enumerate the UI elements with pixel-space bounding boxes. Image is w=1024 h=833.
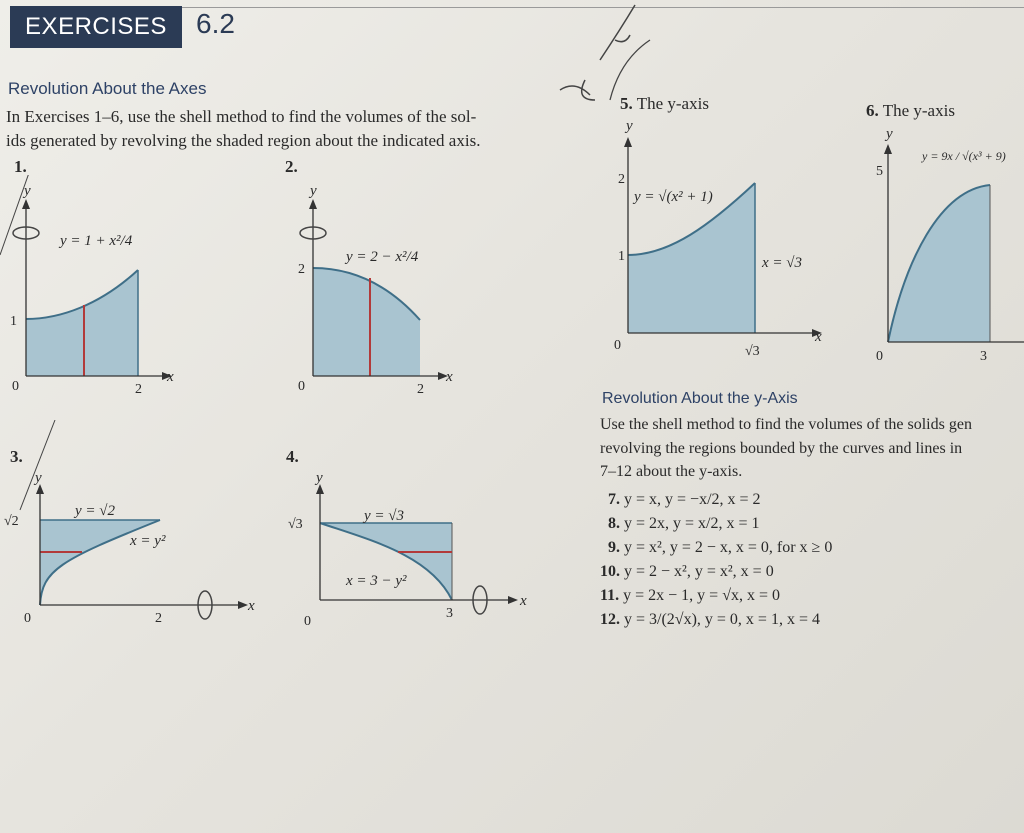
ex1-xtick: 2 — [135, 382, 142, 397]
ex3-yvar: y — [35, 470, 42, 486]
ex6-number: 6. — [866, 101, 879, 120]
ex5-xtick: √3 — [745, 344, 760, 359]
exercise-list — [600, 488, 833, 632]
exercise-item: 8. y = 2x, y = x/2, x = 1 — [608, 515, 760, 532]
ex2-curve-label: y = 2 − x²/4 — [346, 249, 419, 265]
axes-section-title: Revolution About the Axes — [8, 79, 207, 98]
ex6-title: The y-axis — [882, 101, 955, 120]
ex4-ytick: √3 — [288, 517, 303, 532]
ex6-xtick: 3 — [980, 349, 987, 364]
ex5-number: 5. — [620, 94, 633, 113]
ex2-origin: 0 — [298, 379, 305, 394]
ex3-curve2-label: x = y² — [130, 533, 166, 549]
ex6-origin: 0 — [876, 349, 883, 364]
ex1-shaded-region — [26, 270, 138, 376]
ex3-number: 3. — [10, 447, 23, 466]
ex6-yvar: y — [886, 126, 893, 142]
ex2-xvar: x — [446, 369, 453, 385]
ex4-curve2-label: x = 3 − y² — [346, 573, 407, 589]
ex3-origin: 0 — [24, 611, 31, 626]
ex3-ytick: √2 — [4, 514, 19, 529]
ex6-graph — [860, 120, 1024, 370]
ex1-xvar: x — [167, 369, 174, 385]
exercise-item: 7. y = x, y = −x/2, x = 2 — [608, 491, 761, 508]
ex2-ytick: 2 — [298, 262, 305, 277]
ex1-curve-label: y = 1 + x²/4 — [60, 233, 133, 249]
exercise-item: 12. y = 3/(2√x), y = 0, x = 1, x = 4 — [600, 611, 820, 628]
exercises-badge: EXERCISES — [10, 6, 182, 48]
ex6-ytick: 5 — [876, 164, 883, 179]
ex6-curve-label: y = 9x / √(x³ + 9) — [922, 149, 1006, 163]
ex2-yvar: y — [310, 183, 317, 199]
ex4-yvar: y — [316, 470, 323, 486]
ex1-ytick: 1 — [10, 314, 17, 329]
ex4-xtick: 3 — [446, 606, 453, 621]
ex4-curve1-label: y = √3 — [364, 508, 405, 524]
ex3-xtick: 2 — [155, 611, 162, 626]
ex5-xvar: x — [815, 329, 822, 345]
ex4-graph — [280, 420, 540, 640]
ex6-shaded-region — [888, 185, 990, 342]
yaxis-intro-line3: 7–12 about the y-axis. — [600, 463, 743, 480]
ex2-number: 2. — [285, 157, 298, 176]
yaxis-intro-line1: Use the shell method to find the volumes of the solids gen — [600, 416, 972, 433]
exercise-item: 10. y = 2 − x², y = x², x = 0 — [600, 563, 774, 580]
ex2-graph — [280, 175, 480, 405]
ex5-ytick1: 1 — [618, 249, 625, 264]
ex5-yvar: y — [626, 118, 633, 134]
ex1-yvar: y — [24, 183, 31, 199]
ex4-origin: 0 — [304, 614, 311, 629]
ex2-shaded-region — [313, 268, 420, 376]
ex1-number: 1. — [14, 157, 27, 176]
ex5-origin: 0 — [614, 338, 621, 353]
ex5-line-label: x = √3 — [762, 255, 803, 271]
ex5-shaded-region — [628, 183, 755, 333]
axes-intro-line2: ids generated by revolving the shaded region about the indicated axis. — [6, 131, 481, 150]
ex5-ytick2: 2 — [618, 172, 625, 187]
ex3-curve1-label: y = √2 — [75, 503, 116, 519]
ex1-graph — [0, 175, 200, 405]
yaxis-section-title: Revolution About the y-Axis — [602, 390, 798, 407]
ex4-number: 4. — [286, 447, 299, 466]
exercise-item: 11. y = 2x − 1, y = √x, x = 0 — [600, 587, 780, 604]
yaxis-intro-line2: revolving the regions bounded by the curves and lines in — [600, 440, 963, 457]
ex5-heading — [620, 92, 709, 116]
ex1-origin: 0 — [12, 379, 19, 394]
ex5-curve-label: y = √(x² + 1) — [634, 189, 713, 205]
ex4-xvar: x — [520, 593, 527, 609]
ex3-graph — [0, 420, 260, 640]
section-number: 6.2 — [196, 8, 235, 39]
axes-intro-line1: In Exercises 1–6, use the shell method to find the volumes of the sol- — [6, 107, 477, 126]
ex3-xvar: x — [248, 598, 255, 614]
ex5-graph — [600, 115, 840, 365]
exercise-item: 9. y = x², y = 2 − x, x = 0, for x ≥ 0 — [608, 539, 833, 556]
ex5-title: The y-axis — [636, 94, 709, 113]
ex2-xtick: 2 — [417, 382, 424, 397]
